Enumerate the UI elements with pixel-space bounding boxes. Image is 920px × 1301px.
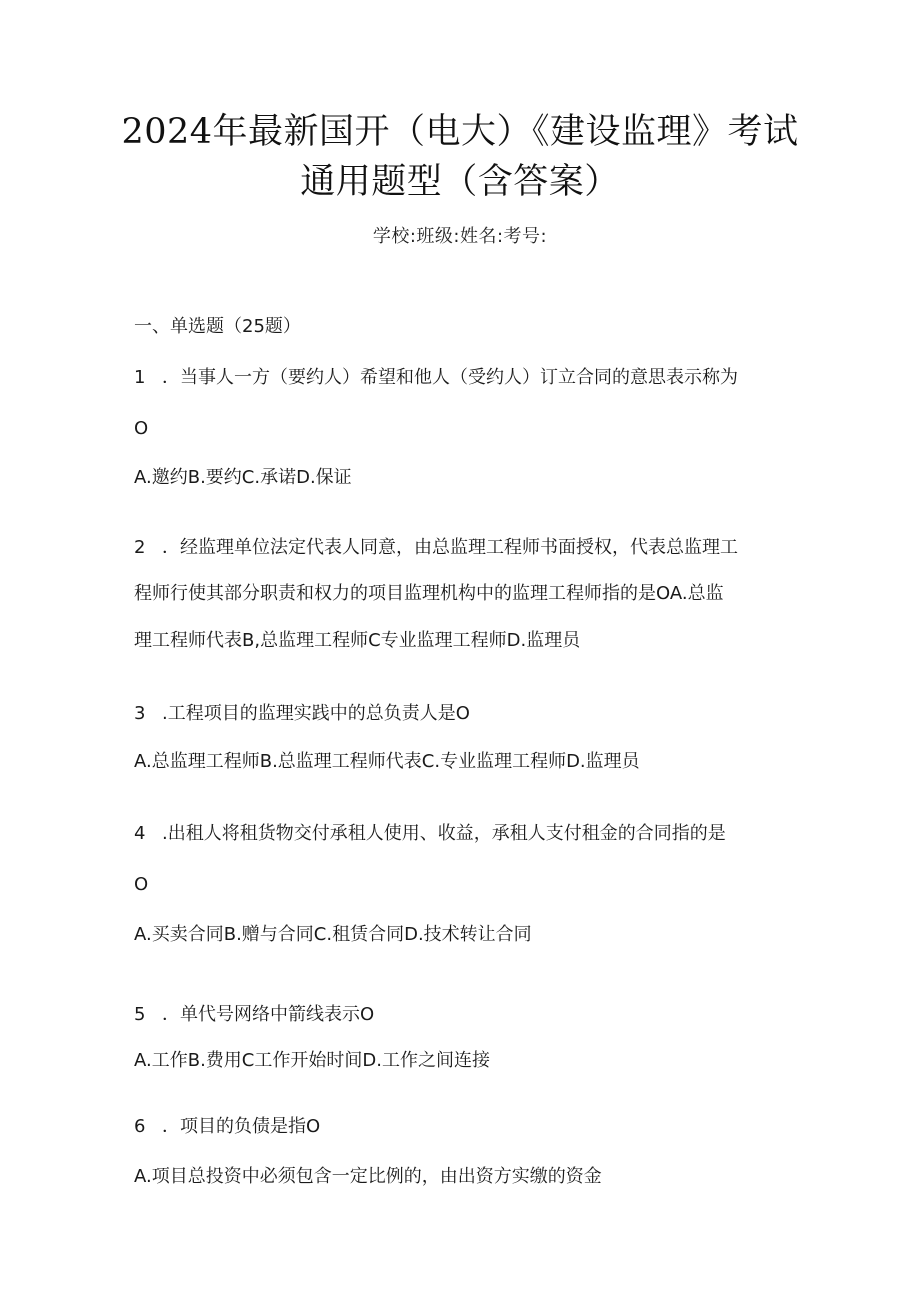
question-1-options: A.邀约B.要约C.承诺D.保证 <box>134 467 352 488</box>
question-5-number: 5 <box>134 1004 146 1025</box>
question-4-line-1 <box>134 822 794 846</box>
question-2-line-1 <box>134 536 794 560</box>
student-info-line: 学校:班级:姓名:考号: <box>372 226 548 247</box>
question-1-number: 1 <box>134 367 146 388</box>
question-6-line-1 <box>134 1115 794 1139</box>
question-3-stem: .工程项目的监理实践中的总负责人是O <box>162 703 470 724</box>
question-3-line-1 <box>134 702 794 726</box>
question-6-options: A.项目总投资中必须包含一定比例的，由出资方实缴的资金 <box>134 1166 602 1187</box>
question-2-line-2: 程师行使其部分职责和权力的项目监理机构中的监理工程师指的是OA.总监 <box>134 583 724 604</box>
question-6-number: 6 <box>134 1116 146 1137</box>
question-5-line-1 <box>134 1003 794 1027</box>
question-4-line-2: O <box>134 874 149 895</box>
question-5-options: A.工作B.费用C工作开始时间D.工作之间连接 <box>134 1050 490 1071</box>
document-title-line-2: 通用题型（含答案） <box>300 162 620 202</box>
question-3-number: 3 <box>134 703 146 724</box>
question-1-line-1 <box>134 366 794 390</box>
question-1-line-2: O <box>134 418 149 439</box>
question-5-stem: ．单代号网络中箭线表示O <box>162 1004 375 1025</box>
question-2-number: 2 <box>134 537 146 558</box>
question-4-number: 4 <box>134 823 146 844</box>
section-heading: 一、单选题（25题） <box>134 316 301 337</box>
question-3-options: A.总监理工程师B.总监理工程师代表C.专业监理工程师D.监理员 <box>134 751 640 772</box>
question-4-stem: .出租人将租货物交付承租人使用、收益，承租人支付租金的合同指的是 <box>162 823 726 844</box>
question-1-stem: ．当事人一方（要约人）希望和他人（受约人）订立合同的意思表示称为 <box>162 367 738 388</box>
question-4-options: A.买卖合同B.赠与合同C.租赁合同D.技术转让合同 <box>134 924 532 945</box>
question-2-stem: ．经监理单位法定代表人同意，由总监理工程师书面授权，代表总监理工 <box>162 537 738 558</box>
document-title-line-1: 2024年最新国开（电大）《建设监理》考试 <box>121 112 799 152</box>
question-6-stem: ．项目的负债是指O <box>162 1116 321 1137</box>
question-2-line-3: 理工程师代表B,总监理工程师C专业监理工程师D.监理员 <box>134 630 581 651</box>
